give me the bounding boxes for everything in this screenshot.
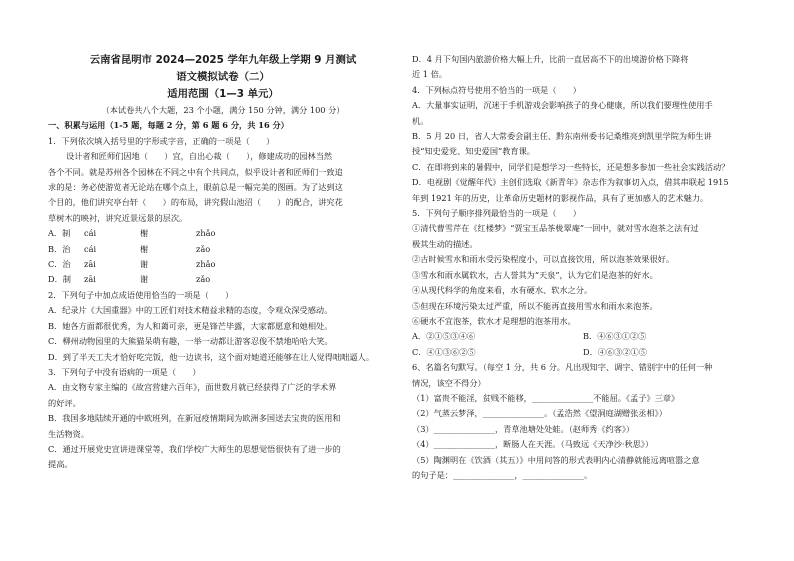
question-1-passage-line: 各个不同。就是苏州各个园林在不同之中有个共同点，似乎设计者和匠师们一致追 — [48, 166, 343, 177]
question-2-option: C．柳州动物园里的大熊猫呆萌有趣，一举一动都让游客忍俊不禁地哈哈大笑。 — [48, 336, 333, 347]
question-2-stem: 2．下列句子中加点成语使用恰当的一项是（ ） — [48, 289, 234, 300]
question-1-passage-line: 草树木的映衬，讲究近景远景的层次。 — [48, 212, 188, 223]
question-4-stem: 4．下列标点符号使用不恰当的一项是（ ） — [412, 84, 581, 95]
question-1-passage-line: 个目的，他们讲究亭台轩（ ）的布局，讲究假山池沼（ ）的配合，讲究花 — [48, 197, 343, 208]
option-pinyin: zǎo — [196, 274, 211, 285]
section-heading: 一、积累与运用（1-5 题，每题 2 分，第 6 题 6 分，共 16 分） — [48, 120, 289, 131]
option-pinyin: zāi — [84, 259, 96, 270]
option-label: B．治 — [48, 243, 71, 254]
option-character: 榭 — [140, 243, 149, 254]
question-3-option: C．通过开展党史宣讲进课堂等，我们学校广大师生的思想觉悟很快有了进一步的 — [48, 443, 341, 454]
option-label: D．制 — [48, 274, 71, 285]
question-1-option-b — [48, 242, 398, 257]
question-3-option: 生活物资。 — [48, 428, 89, 439]
question-1-passage-line: 求的是：务必使游览者无论站在哪个点上，眼前总是一幅完美的图画。为了达到这 — [48, 182, 343, 193]
question-4-option: 机。 — [412, 115, 429, 126]
question-4-option: C．在即将到来的暑假中，同学们是想学习一些特长，还是想多参加一些社会实践活动？ — [412, 161, 730, 172]
question-1-stem: 1．下列依次填入括号里的字形或字音，正确的一项是（ ） — [48, 135, 275, 146]
left-column — [48, 52, 398, 473]
question-4-option: A．大量事实证明，沉迷于手机游戏会影响孩子的身心健康，所以我们要理性使用手 — [412, 100, 713, 111]
option-pinyin: zǎo — [196, 243, 211, 254]
exam-title-line2: 语文模拟试卷（二） — [176, 71, 270, 83]
question-5-stem: 5．下列句子顺序排列最恰当的一项是（ ） — [412, 208, 581, 219]
question-3-option: B．我国多地陆续开通的中欧班列，在新冠疫情期间为欧洲多国送去宝贵的医用和 — [48, 413, 341, 424]
question-2-option: D．到了半天工夫才恰好吃完饭，他一边读书，这个面对她道还能够在让人觉得咄咄逼人。 — [48, 351, 374, 362]
exam-scope: 适用范围（1—3 单元） — [167, 88, 279, 100]
question-4-option: 年到 1921 年的历史，让革命历史题材的影视作品，具有了更加感人的艺术魅力。 — [412, 192, 709, 203]
question-6-item: 的句子是：_______________，_______________。 — [412, 469, 593, 480]
question-6-stem: 情况，该空不得分） — [412, 377, 486, 388]
question-5-item: ③雪水和雨水属软水，古人誉其为“天泉”，认为它们是泡茶的好水。 — [412, 269, 658, 280]
option-pinyin: zhǎo — [196, 228, 216, 239]
question-4-option: 授“知史爱党、知史爱国”教育课。 — [412, 146, 535, 157]
question-5-options-row — [412, 329, 754, 344]
option-pinyin: cái — [84, 243, 97, 254]
question-6-stem: 6、名篇名句默写。（每空 1 分，共 6 分。凡出现知字、调字、错别字中的任何一种 — [412, 362, 713, 373]
question-3-stem: 3．下列句子中没有语病的一项是（ ） — [48, 366, 201, 377]
option-label: C．治 — [48, 259, 71, 270]
question-5-item: ②古时候雪水和雨水受污染程度小，可以直接饮用，所以泡茶效果很好。 — [412, 254, 675, 265]
right-column — [412, 52, 754, 483]
option-label: A．制 — [48, 228, 71, 239]
question-4-option: B．5 月 20 日，省人大常委会副主任、黔东南州委书记桑维亮到凯里学院为师生讲 — [412, 131, 712, 142]
question-3-option: A．由文物专家主编的《故宫营建六百年》，面世数月就已经获得了广泛的学术界 — [48, 382, 337, 393]
question-1-option-a — [48, 226, 398, 241]
question-5-item: 极其生动的描述。 — [412, 238, 478, 249]
question-5-option-b: B．④⑥③①②⑤ — [583, 331, 647, 342]
question-5-item: ①清代曹雪芹在《红楼梦》“贾宝玉品茶栊翠庵”一回中，就对雪水泡茶之法有过 — [412, 223, 699, 234]
question-5-options-row — [412, 345, 754, 360]
question-1-option-d — [48, 272, 398, 287]
option-pinyin: zāi — [84, 274, 96, 285]
option-character: 谢 — [140, 259, 149, 270]
question-5-option-d: D．④⑥③②①⑤ — [583, 346, 647, 357]
question-6-item: （5）陶渊明在《饮酒（其五）》中用问答的形式表明内心清静就能远离喧嚣之意 — [412, 454, 700, 465]
question-6-item: （1）富贵不能淫，贫贱不能移，_______________不能屈。《孟子》三章》 — [412, 392, 680, 403]
option-character: 谢 — [140, 274, 149, 285]
question-6-item: （2）气蒸云梦泽，_______________。（孟浩然《望洞庭湖赠张丞相》） — [412, 408, 667, 419]
question-4-option: D．电视剧《觉醒年代》主创们选取《新青年》杂志作为叙事切入点，借其串联起 1915 — [412, 177, 729, 188]
continued-option-line: D．4 月下旬国内旅游价格大幅上升，比前一直居高不下的出境游价格下降将 — [412, 54, 689, 64]
question-2-option: A．纪录片《大国重器》中的工匠们对技术精益求精的态度，令观众深受感动。 — [48, 305, 333, 316]
question-1-passage-line: 设计者和匠师们因地（ ）宜，自出心裁（ ），修建成功的园林当然 — [66, 151, 333, 162]
question-6-item: （4）_______________，断肠人在天涯。（马致远《天净沙·秋思》） — [412, 439, 654, 450]
question-6-item: （3）_______________，青草池塘处处蛙。（赵师秀《约客》） — [412, 423, 635, 434]
exam-title-line1: 云南省昆明市 2024—2025 学年九年级上学期 9 月测试 — [89, 54, 357, 66]
question-1-option-c — [48, 257, 398, 272]
question-5-item: ⑤但现在环境污染太过严重，所以不能再直接用雪水和雨水来泡茶。 — [412, 300, 658, 311]
question-5-option-a: A．②①⑤③④⑥ — [412, 331, 476, 342]
question-2-option: B．她各方面都很优秀，为人和蔼可亲，更是锋芒毕露，大家都愿意和她相处。 — [48, 320, 333, 331]
continued-option-line: 近 1 倍。 — [412, 69, 447, 80]
option-pinyin: cái — [84, 228, 97, 239]
question-3-option: 的好评。 — [48, 397, 81, 408]
question-5-item: ⑥硬水不宜泡茶，软水才是理想的泡茶用水。 — [412, 315, 576, 326]
question-5-option-c: C．④①③⑥②⑤ — [412, 346, 476, 357]
question-5-item: ④从现代科学的角度来看，水有硬水、软水之分。 — [412, 285, 593, 296]
option-character: 榭 — [140, 228, 149, 239]
question-3-option: 提高。 — [48, 459, 73, 470]
option-pinyin: zhǎo — [196, 259, 216, 270]
exam-meta: （本试卷共八个大题，23 个小题，满分 150 分钟，满分 100 分） — [101, 105, 345, 115]
